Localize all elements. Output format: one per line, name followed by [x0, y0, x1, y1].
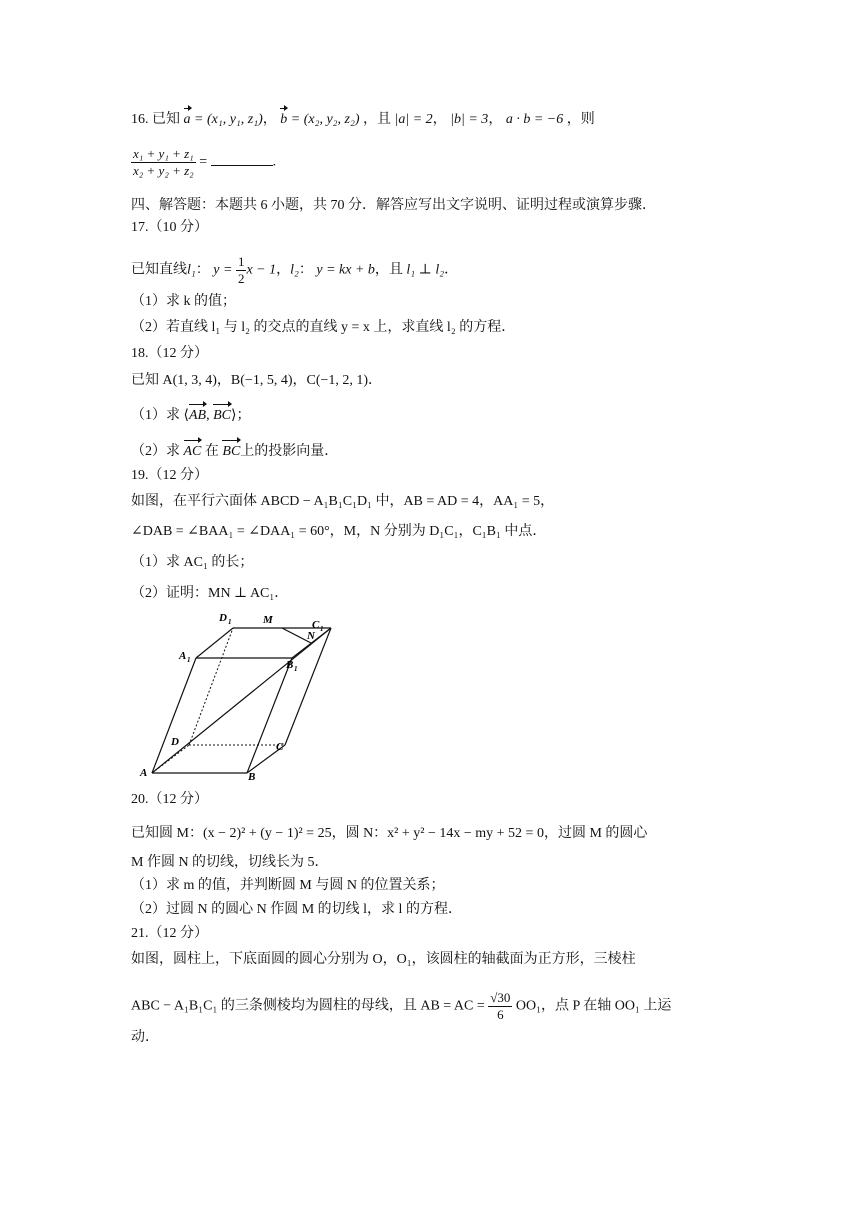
abs-a: |a| = 2 — [394, 112, 433, 127]
label-c1: C — [312, 619, 320, 631]
sqrt30-fraction: $\frac{√30}{6}$ — [490, 990, 511, 1022]
q18-given: 已知 A(1, 3, 4)，B(−1, 5, 4)，C(−1, 2, 1)． — [131, 373, 383, 388]
q20-line2: M 作圆 N 的切线，切线长为 5． — [131, 855, 329, 870]
q17-given: 已知直线l₁： y = $\frac{1}{2}$ x − 1，l₂： y = kx + b，且 l₁ ⊥ l₂． — [131, 254, 459, 286]
label-a: A — [140, 767, 148, 779]
label-a1: A — [179, 650, 187, 662]
q17-part1: （1）求 k 的值； — [131, 294, 236, 309]
q19-head: 19.（12 分） — [131, 468, 208, 483]
q17-part2: （2）若直线 l₁ 与 l₂ 的交点的直线 y = x 上，求直线 l₂ 的方程． — [131, 320, 516, 335]
abs-b: |b| = 3 — [450, 112, 489, 127]
q21-line2: ABC − A₁B₁C₁ 的三条侧棱均为圆柱的母线，且 AB = AC = $\frac{√30}{6}$ OO₁，点 P 在轴 OO₁ 上运 — [131, 990, 672, 1022]
q20-part1: （1）求 m 的值，并判断圆 M 与圆 N 的位置关系； — [131, 878, 445, 893]
label-n: N — [307, 630, 315, 642]
q20-part2: （2）过圆 N 的圆心 N 作圆 M 的切线 l，求 l 的方程． — [131, 902, 462, 917]
half-fraction: $\frac{1}{2}$ — [237, 254, 245, 286]
q20-line1: 已知圆 M：(x − 2)² + (y − 1)² = 25，圆 N：x² + y² − 14x − my + 52 = 0，过圆 M 的圆心 — [131, 826, 648, 841]
svg-text:1: 1 — [187, 656, 191, 664]
q19-part1: （1）求 AC₁ 的长； — [131, 555, 254, 570]
label-m: M — [263, 614, 273, 626]
svg-text:1: 1 — [228, 618, 232, 626]
q17-head: 17.（10 分） — [131, 220, 208, 235]
q20-head: 20.（12 分） — [131, 792, 208, 807]
q21-head: 21.（12 分） — [131, 926, 208, 941]
label-d1: D — [219, 612, 227, 624]
q18-head: 18.（12 分） — [131, 346, 208, 361]
q21-line3: 动． — [131, 1030, 159, 1045]
svg-text:1: 1 — [294, 665, 298, 673]
parallelepiped-figure — [135, 606, 345, 786]
label-b1: B — [286, 659, 294, 671]
q19-line2: ∠DAB = ∠BAA₁ = ∠DAA₁ = 60°，M，N 分别为 D₁C₁，C₁B₁ 中点． — [131, 524, 547, 539]
label-b: B — [248, 771, 256, 783]
label-c: C — [276, 741, 284, 753]
q16-line1: 16. 已知 a = (x₁, y₁, z₁)， b = (x₂, y₂, z₂) ，且 |a| = 2， |b| = 3， a · b = −6 ，则 — [131, 110, 595, 130]
q18-part1: （1）求 ⟨AB, BC⟩； — [131, 406, 250, 426]
section-4-heading: 四、解答题：本题共 6 小题，共 70 分．解答应写出文字说明、证明过程或演算步骤． — [131, 198, 656, 213]
svg-text:1: 1 — [320, 625, 324, 633]
vector-a: a — [184, 110, 191, 130]
q18-part2: （2）求 AC 在 BC上的投影向量． — [131, 442, 338, 462]
q16-fraction: $\frac{\text{x₁ + y₁ + z₁}}{\text{x₂ + y₂ + z₂}}$ — [133, 146, 194, 178]
q21-line1: 如图，圆柱上，下底面圆的圆心分别为 O，O₁，该圆柱的轴截面为正方形，三棱柱 — [131, 952, 636, 967]
vector-b: b — [280, 110, 287, 130]
q16-line2: $\frac{\text{x₁ + y₁ + z₁}}{\text{x₂ + y₂ + z₂}}$ = . — [133, 146, 277, 178]
q19-part2: （2）证明：MN ⊥ AC₁． — [131, 586, 289, 601]
q19-line1: 如图，在平行六面体 ABCD − A₁B₁C₁D₁ 中，AB = AD = 4，AA₁ = 5， — [131, 494, 555, 509]
dot-product: a · b = −6 — [505, 112, 564, 127]
answer-blank[interactable] — [211, 153, 273, 166]
label-d: D — [171, 736, 179, 748]
